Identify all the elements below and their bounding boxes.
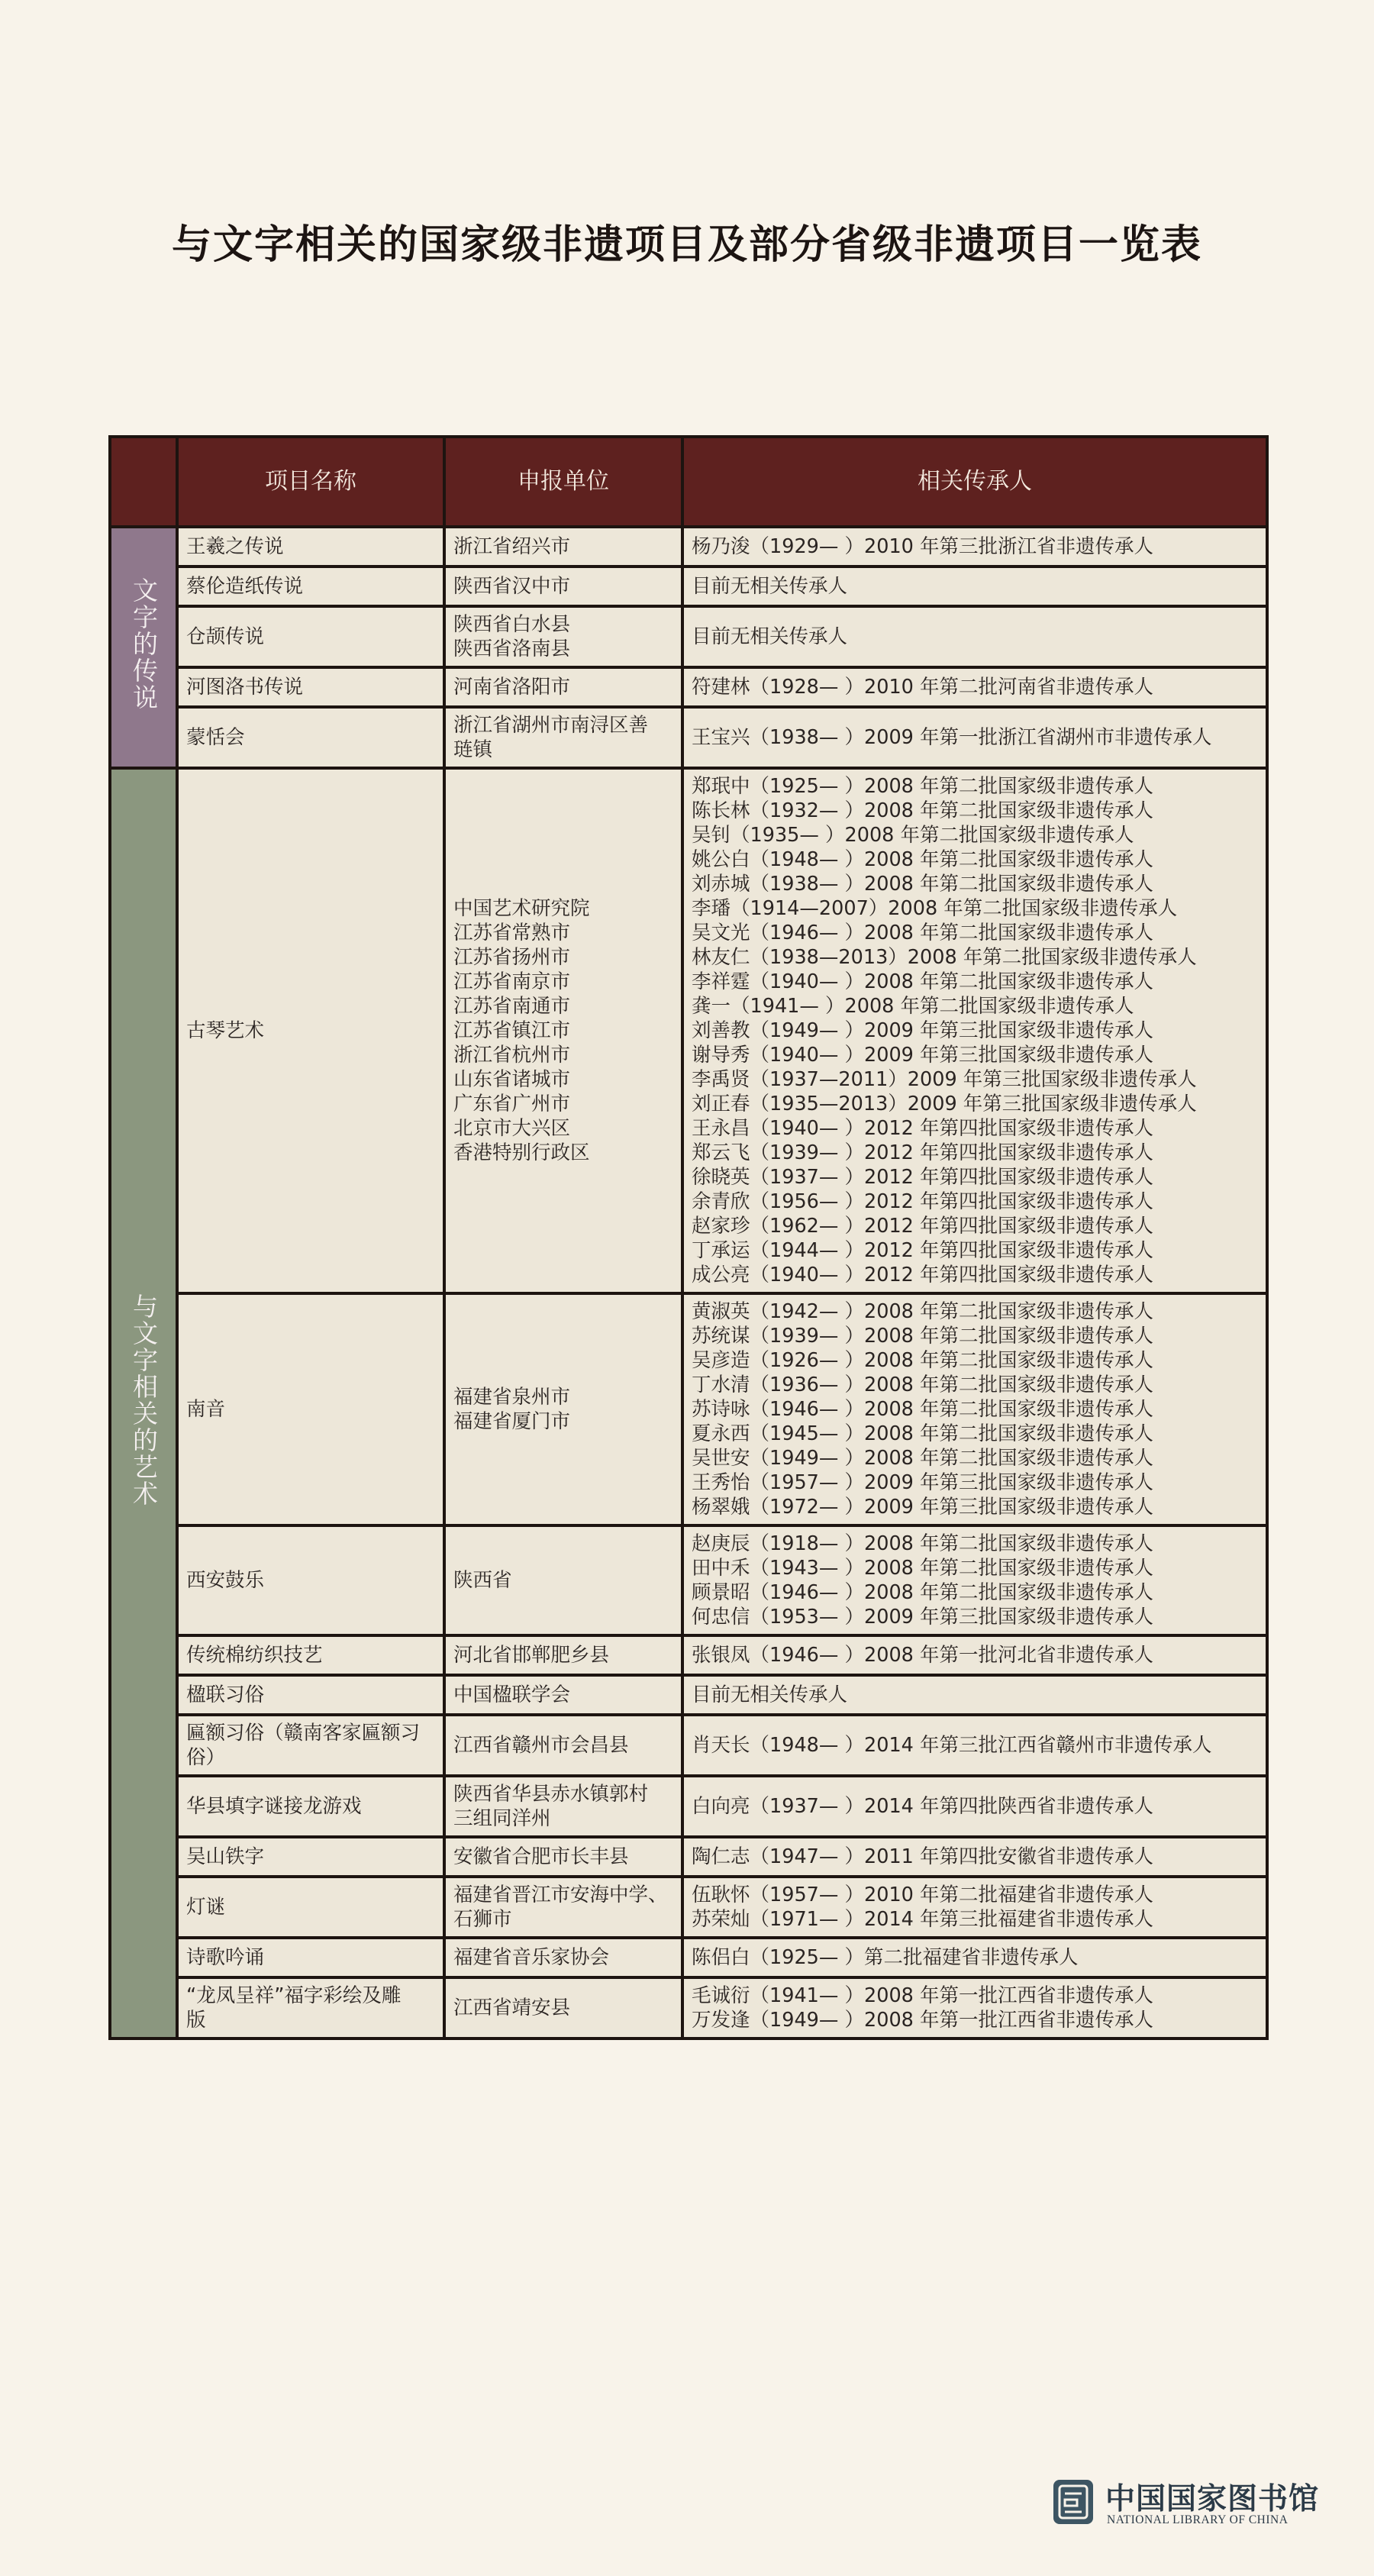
applicant-unit-cell bbox=[444, 1977, 682, 2039]
header-inheritors: 相关传承人 bbox=[682, 437, 1267, 527]
project-name-cell bbox=[177, 527, 444, 567]
inheritors-cell bbox=[682, 1776, 1267, 1837]
table-row bbox=[110, 1977, 1267, 2039]
project-name-cell bbox=[177, 606, 444, 667]
inheritor-line: 顾景昭（1946— ）2008 年第二批国家级非遗传承人 bbox=[692, 1581, 1154, 1604]
heritage-table bbox=[108, 435, 1269, 2040]
applicant-unit-cell bbox=[444, 1293, 682, 1525]
project-name-line: 蒙恬会 bbox=[186, 726, 245, 749]
inheritor-line: 苏统谋（1939— ）2008 年第二批国家级非遗传承人 bbox=[692, 1325, 1154, 1348]
project-name-cell bbox=[177, 1715, 444, 1776]
inheritors-cell bbox=[682, 567, 1267, 606]
table-row bbox=[110, 606, 1267, 667]
project-name-cell bbox=[177, 667, 444, 707]
unit-line: 福建省晋江市安海中学、 bbox=[453, 1884, 668, 1906]
applicant-unit-cell bbox=[444, 1776, 682, 1837]
project-name-line: “龙凤呈祥”福字彩绘及雕 bbox=[186, 1984, 402, 2007]
table-row bbox=[110, 1525, 1267, 1635]
project-name-line: 古琴艺术 bbox=[186, 1019, 265, 1042]
unit-line: 陕西省汉中市 bbox=[453, 575, 571, 598]
inheritor-line: 吴彦造（1926— ）2008 年第二批国家级非遗传承人 bbox=[692, 1349, 1154, 1372]
unit-line: 山东省诸城市 bbox=[453, 1068, 571, 1091]
unit-line: 河北省邯郸肥乡县 bbox=[453, 1644, 610, 1667]
table-row bbox=[110, 1675, 1267, 1715]
inheritor-line: 赵家珍（1962— ）2012 年第四批国家级非遗传承人 bbox=[692, 1215, 1154, 1238]
inheritors-cell bbox=[682, 1977, 1267, 2039]
project-name-cell bbox=[177, 567, 444, 606]
applicant-unit-cell bbox=[444, 1635, 682, 1675]
inheritor-line: 王秀怡（1957— ）2009 年第三批国家级非遗传承人 bbox=[692, 1471, 1154, 1494]
unit-line: 福建省音乐家协会 bbox=[453, 1946, 610, 1969]
category-label: 文字的传说 bbox=[129, 577, 159, 711]
project-name-line: 诗歌吟诵 bbox=[186, 1946, 265, 1969]
project-name-cell bbox=[177, 1938, 444, 1977]
category-label: 与文字相关的艺术 bbox=[129, 1293, 159, 1507]
inheritor-line: 杨翠娥（1972— ）2009 年第三批国家级非遗传承人 bbox=[692, 1496, 1154, 1519]
inheritors-cell bbox=[682, 768, 1267, 1293]
project-name-cell bbox=[177, 1525, 444, 1635]
project-name-line: 楹联习俗 bbox=[186, 1683, 265, 1706]
project-name-line: 南音 bbox=[186, 1398, 226, 1421]
unit-line: 浙江省湖州市南浔区善 bbox=[453, 714, 649, 737]
inheritor-line: 谢导秀（1940— ）2009 年第三批国家级非遗传承人 bbox=[692, 1044, 1154, 1067]
inheritors-cell bbox=[682, 1293, 1267, 1525]
inheritor-line: 何忠信（1953— ）2009 年第三批国家级非遗传承人 bbox=[692, 1606, 1154, 1629]
unit-line: 浙江省绍兴市 bbox=[453, 535, 571, 558]
inheritor-line: 吴文光（1946— ）2008 年第二批国家级非遗传承人 bbox=[692, 922, 1154, 944]
project-name-line: 河图洛书传说 bbox=[186, 676, 304, 699]
unit-line: 江西省靖安县 bbox=[453, 1997, 571, 2019]
project-name-cell bbox=[177, 1675, 444, 1715]
applicant-unit-cell bbox=[444, 1715, 682, 1776]
table-row bbox=[110, 768, 1267, 1293]
applicant-unit-cell bbox=[444, 667, 682, 707]
applicant-unit-cell bbox=[444, 567, 682, 606]
unit-line: 江苏省南京市 bbox=[453, 970, 571, 993]
project-name-cell bbox=[177, 1877, 444, 1938]
inheritor-line: 陶仁志（1947— ）2011 年第四批安徽省非遗传承人 bbox=[692, 1845, 1154, 1868]
inheritor-line: 王宝兴（1938— ）2009 年第一批浙江省湖州市非遗传承人 bbox=[692, 726, 1212, 749]
inheritor-line: 田中禾（1943— ）2008 年第二批国家级非遗传承人 bbox=[692, 1557, 1154, 1580]
applicant-unit-cell bbox=[444, 707, 682, 768]
inheritor-line: 陈长林（1932— ）2008 年第二批国家级非遗传承人 bbox=[692, 799, 1154, 822]
inheritor-line: 符建林（1928— ）2010 年第二批河南省非遗传承人 bbox=[692, 676, 1154, 699]
inheritor-line: 目前无相关传承人 bbox=[692, 575, 848, 598]
project-name-cell bbox=[177, 1977, 444, 2039]
inheritors-cell bbox=[682, 1938, 1267, 1977]
unit-line: 陕西省华县赤水镇郭村 bbox=[453, 1783, 649, 1806]
inheritor-line: 黄淑英（1942— ）2008 年第二批国家级非遗传承人 bbox=[692, 1300, 1154, 1323]
table-row bbox=[110, 1837, 1267, 1877]
unit-line: 中国艺术研究院 bbox=[453, 897, 590, 920]
project-name-line: 西安鼓乐 bbox=[186, 1569, 265, 1592]
project-name-cell bbox=[177, 707, 444, 768]
table-body bbox=[110, 527, 1267, 2039]
inheritor-line: 杨乃浚（1929— ）2010 年第三批浙江省非遗传承人 bbox=[692, 535, 1154, 558]
inheritor-line: 吴世安（1949— ）2008 年第二批国家级非遗传承人 bbox=[692, 1447, 1154, 1470]
table-row bbox=[110, 1293, 1267, 1525]
inheritor-line: 丁承运（1944— ）2012 年第四批国家级非遗传承人 bbox=[692, 1239, 1154, 1262]
inheritors-cell bbox=[682, 1675, 1267, 1715]
unit-line: 北京市大兴区 bbox=[453, 1117, 571, 1140]
inheritors-cell bbox=[682, 1525, 1267, 1635]
inheritor-line: 李璠（1914—2007）2008 年第二批国家级非遗传承人 bbox=[692, 897, 1178, 920]
inheritor-line: 成公亮（1940— ）2012 年第四批国家级非遗传承人 bbox=[692, 1264, 1154, 1286]
applicant-unit-cell bbox=[444, 1675, 682, 1715]
header-applicant-unit: 申报单位 bbox=[444, 437, 682, 527]
table-row bbox=[110, 667, 1267, 707]
project-name-line: 吴山铁字 bbox=[186, 1845, 265, 1868]
table-row bbox=[110, 707, 1267, 768]
inheritor-line: 赵庚辰（1918— ）2008 年第二批国家级非遗传承人 bbox=[692, 1532, 1154, 1555]
unit-line: 江苏省镇江市 bbox=[453, 1019, 571, 1042]
unit-line: 陕西省洛南县 bbox=[453, 638, 571, 660]
unit-line: 琏镇 bbox=[453, 738, 493, 761]
inheritor-line: 陈侣白（1925— ）第二批福建省非遗传承人 bbox=[692, 1946, 1079, 1969]
inheritor-line: 目前无相关传承人 bbox=[692, 1683, 848, 1706]
table-header-row bbox=[110, 437, 1267, 527]
project-name-line: 匾额习俗（赣南客家匾额习 bbox=[186, 1722, 421, 1745]
header-project-name: 项目名称 bbox=[177, 437, 444, 527]
inheritor-line: 刘正春（1935—2013）2009 年第三批国家级非遗传承人 bbox=[692, 1093, 1197, 1115]
inheritors-cell bbox=[682, 1715, 1267, 1776]
unit-line: 香港特别行政区 bbox=[453, 1141, 590, 1164]
unit-line: 安徽省合肥市长丰县 bbox=[453, 1845, 629, 1868]
inheritors-cell bbox=[682, 1837, 1267, 1877]
library-logo bbox=[1052, 2475, 1327, 2529]
unit-line: 中国楹联学会 bbox=[453, 1683, 571, 1706]
inheritor-line: 姚公白（1948— ）2008 年第二批国家级非遗传承人 bbox=[692, 848, 1154, 871]
applicant-unit-cell bbox=[444, 527, 682, 567]
project-name-line: 灯谜 bbox=[186, 1896, 226, 1919]
inheritor-line: 伍耿怀（1957— ）2010 年第二批福建省非遗传承人 bbox=[692, 1884, 1154, 1906]
table-row bbox=[110, 1635, 1267, 1675]
project-name-cell bbox=[177, 1776, 444, 1837]
unit-line: 陕西省 bbox=[453, 1569, 512, 1592]
unit-line: 福建省泉州市 bbox=[453, 1386, 571, 1409]
applicant-unit-cell bbox=[444, 768, 682, 1293]
project-name-cell bbox=[177, 1837, 444, 1877]
inheritor-line: 肖天长（1948— ）2014 年第三批江西省赣州市非遗传承人 bbox=[692, 1734, 1212, 1757]
page-title: 与文字相关的国家级非遗项目及部分省级非遗项目一览表 bbox=[171, 221, 1202, 268]
project-name-line: 版 bbox=[186, 2009, 206, 2032]
inheritor-line: 李祥霆（1940— ）2008 年第二批国家级非遗传承人 bbox=[692, 970, 1154, 993]
inheritor-line: 万发逢（1949— ）2008 年第一批江西省非遗传承人 bbox=[692, 2009, 1154, 2032]
inheritor-line: 苏诗咏（1946— ）2008 年第二批国家级非遗传承人 bbox=[692, 1398, 1154, 1421]
inheritors-cell bbox=[682, 1877, 1267, 1938]
project-name-cell bbox=[177, 1635, 444, 1675]
table-row bbox=[110, 1715, 1267, 1776]
inheritor-line: 苏荣灿（1971— ）2014 年第三批福建省非遗传承人 bbox=[692, 1908, 1154, 1931]
unit-line: 江苏省常熟市 bbox=[453, 922, 571, 944]
unit-line: 江苏省南通市 bbox=[453, 995, 571, 1018]
unit-line: 浙江省杭州市 bbox=[453, 1044, 571, 1067]
unit-line: 三组同洋州 bbox=[453, 1807, 551, 1830]
library-name-en: NATIONAL LIBRARY OF CHINA bbox=[1107, 2513, 1289, 2526]
project-name-line: 传统棉纺织技艺 bbox=[186, 1644, 323, 1667]
inheritor-line: 王永昌（1940— ）2012 年第四批国家级非遗传承人 bbox=[692, 1117, 1154, 1140]
inheritor-line: 刘赤城（1938— ）2008 年第二批国家级非遗传承人 bbox=[692, 873, 1154, 896]
inheritor-line: 张银凤（1946— ）2008 年第一批河北省非遗传承人 bbox=[692, 1644, 1154, 1667]
unit-line: 江西省赣州市会昌县 bbox=[453, 1734, 629, 1757]
inheritor-line: 林友仁（1938—2013）2008 年第二批国家级非遗传承人 bbox=[692, 946, 1197, 969]
inheritors-cell bbox=[682, 707, 1267, 768]
table-row bbox=[110, 567, 1267, 606]
unit-line: 河南省洛阳市 bbox=[453, 676, 571, 699]
project-name-cell bbox=[177, 768, 444, 1293]
applicant-unit-cell bbox=[444, 1837, 682, 1877]
unit-line: 广东省广州市 bbox=[453, 1093, 571, 1115]
inheritor-line: 目前无相关传承人 bbox=[692, 625, 848, 648]
unit-line: 福建省厦门市 bbox=[453, 1410, 571, 1433]
unit-line: 陕西省白水县 bbox=[453, 613, 571, 636]
project-name-line: 蔡伦造纸传说 bbox=[186, 575, 304, 598]
table-row bbox=[110, 527, 1267, 567]
inheritor-line: 徐晓英（1937— ）2012 年第四批国家级非遗传承人 bbox=[692, 1166, 1154, 1189]
project-name-line: 华县填字谜接龙游戏 bbox=[186, 1795, 362, 1818]
unit-line: 石狮市 bbox=[453, 1908, 512, 1931]
inheritor-line: 余青欣（1956— ）2012 年第四批国家级非遗传承人 bbox=[692, 1190, 1154, 1213]
inheritor-line: 丁水清（1936— ）2008 年第二批国家级非遗传承人 bbox=[692, 1374, 1154, 1396]
inheritor-line: 李禹贤（1937—2011）2009 年第三批国家级非遗传承人 bbox=[692, 1068, 1197, 1091]
unit-line: 江苏省扬州市 bbox=[453, 946, 571, 969]
inheritor-line: 白向亮（1937— ）2014 年第四批陕西省非遗传承人 bbox=[692, 1795, 1154, 1818]
inheritors-cell bbox=[682, 667, 1267, 707]
inheritor-line: 龚一（1941— ）2008 年第二批国家级非遗传承人 bbox=[692, 995, 1134, 1018]
inheritor-line: 郑云飞（1939— ）2012 年第四批国家级非遗传承人 bbox=[692, 1141, 1154, 1164]
applicant-unit-cell bbox=[444, 1525, 682, 1635]
applicant-unit-cell bbox=[444, 1938, 682, 1977]
inheritor-line: 吴钊（1935— ）2008 年第二批国家级非遗传承人 bbox=[692, 824, 1134, 847]
inheritor-line: 毛诚衍（1941— ）2008 年第一批江西省非遗传承人 bbox=[692, 1984, 1154, 2007]
inheritors-cell bbox=[682, 1635, 1267, 1675]
applicant-unit-cell bbox=[444, 1877, 682, 1938]
library-name-cn: 中国国家图书馆 bbox=[1105, 2481, 1320, 2516]
category-cell bbox=[110, 768, 177, 2039]
category-cell bbox=[110, 527, 177, 768]
inheritor-line: 郑珉中（1925— ）2008 年第二批国家级非遗传承人 bbox=[692, 775, 1154, 798]
project-name-line: 俗） bbox=[186, 1746, 226, 1769]
library-seal-icon bbox=[1052, 2478, 1095, 2526]
project-name-cell bbox=[177, 1293, 444, 1525]
inheritor-line: 刘善教（1949— ）2009 年第三批国家级非遗传承人 bbox=[692, 1019, 1154, 1042]
inheritors-cell bbox=[682, 606, 1267, 667]
header-corner bbox=[110, 437, 177, 527]
inheritors-cell bbox=[682, 527, 1267, 567]
table-row bbox=[110, 1877, 1267, 1938]
project-name-line: 仓颉传说 bbox=[186, 625, 265, 648]
project-name-line: 王羲之传说 bbox=[186, 535, 284, 558]
applicant-unit-cell bbox=[444, 606, 682, 667]
table-row bbox=[110, 1776, 1267, 1837]
inheritor-line: 夏永西（1945— ）2008 年第二批国家级非遗传承人 bbox=[692, 1422, 1154, 1445]
table-row bbox=[110, 1938, 1267, 1977]
